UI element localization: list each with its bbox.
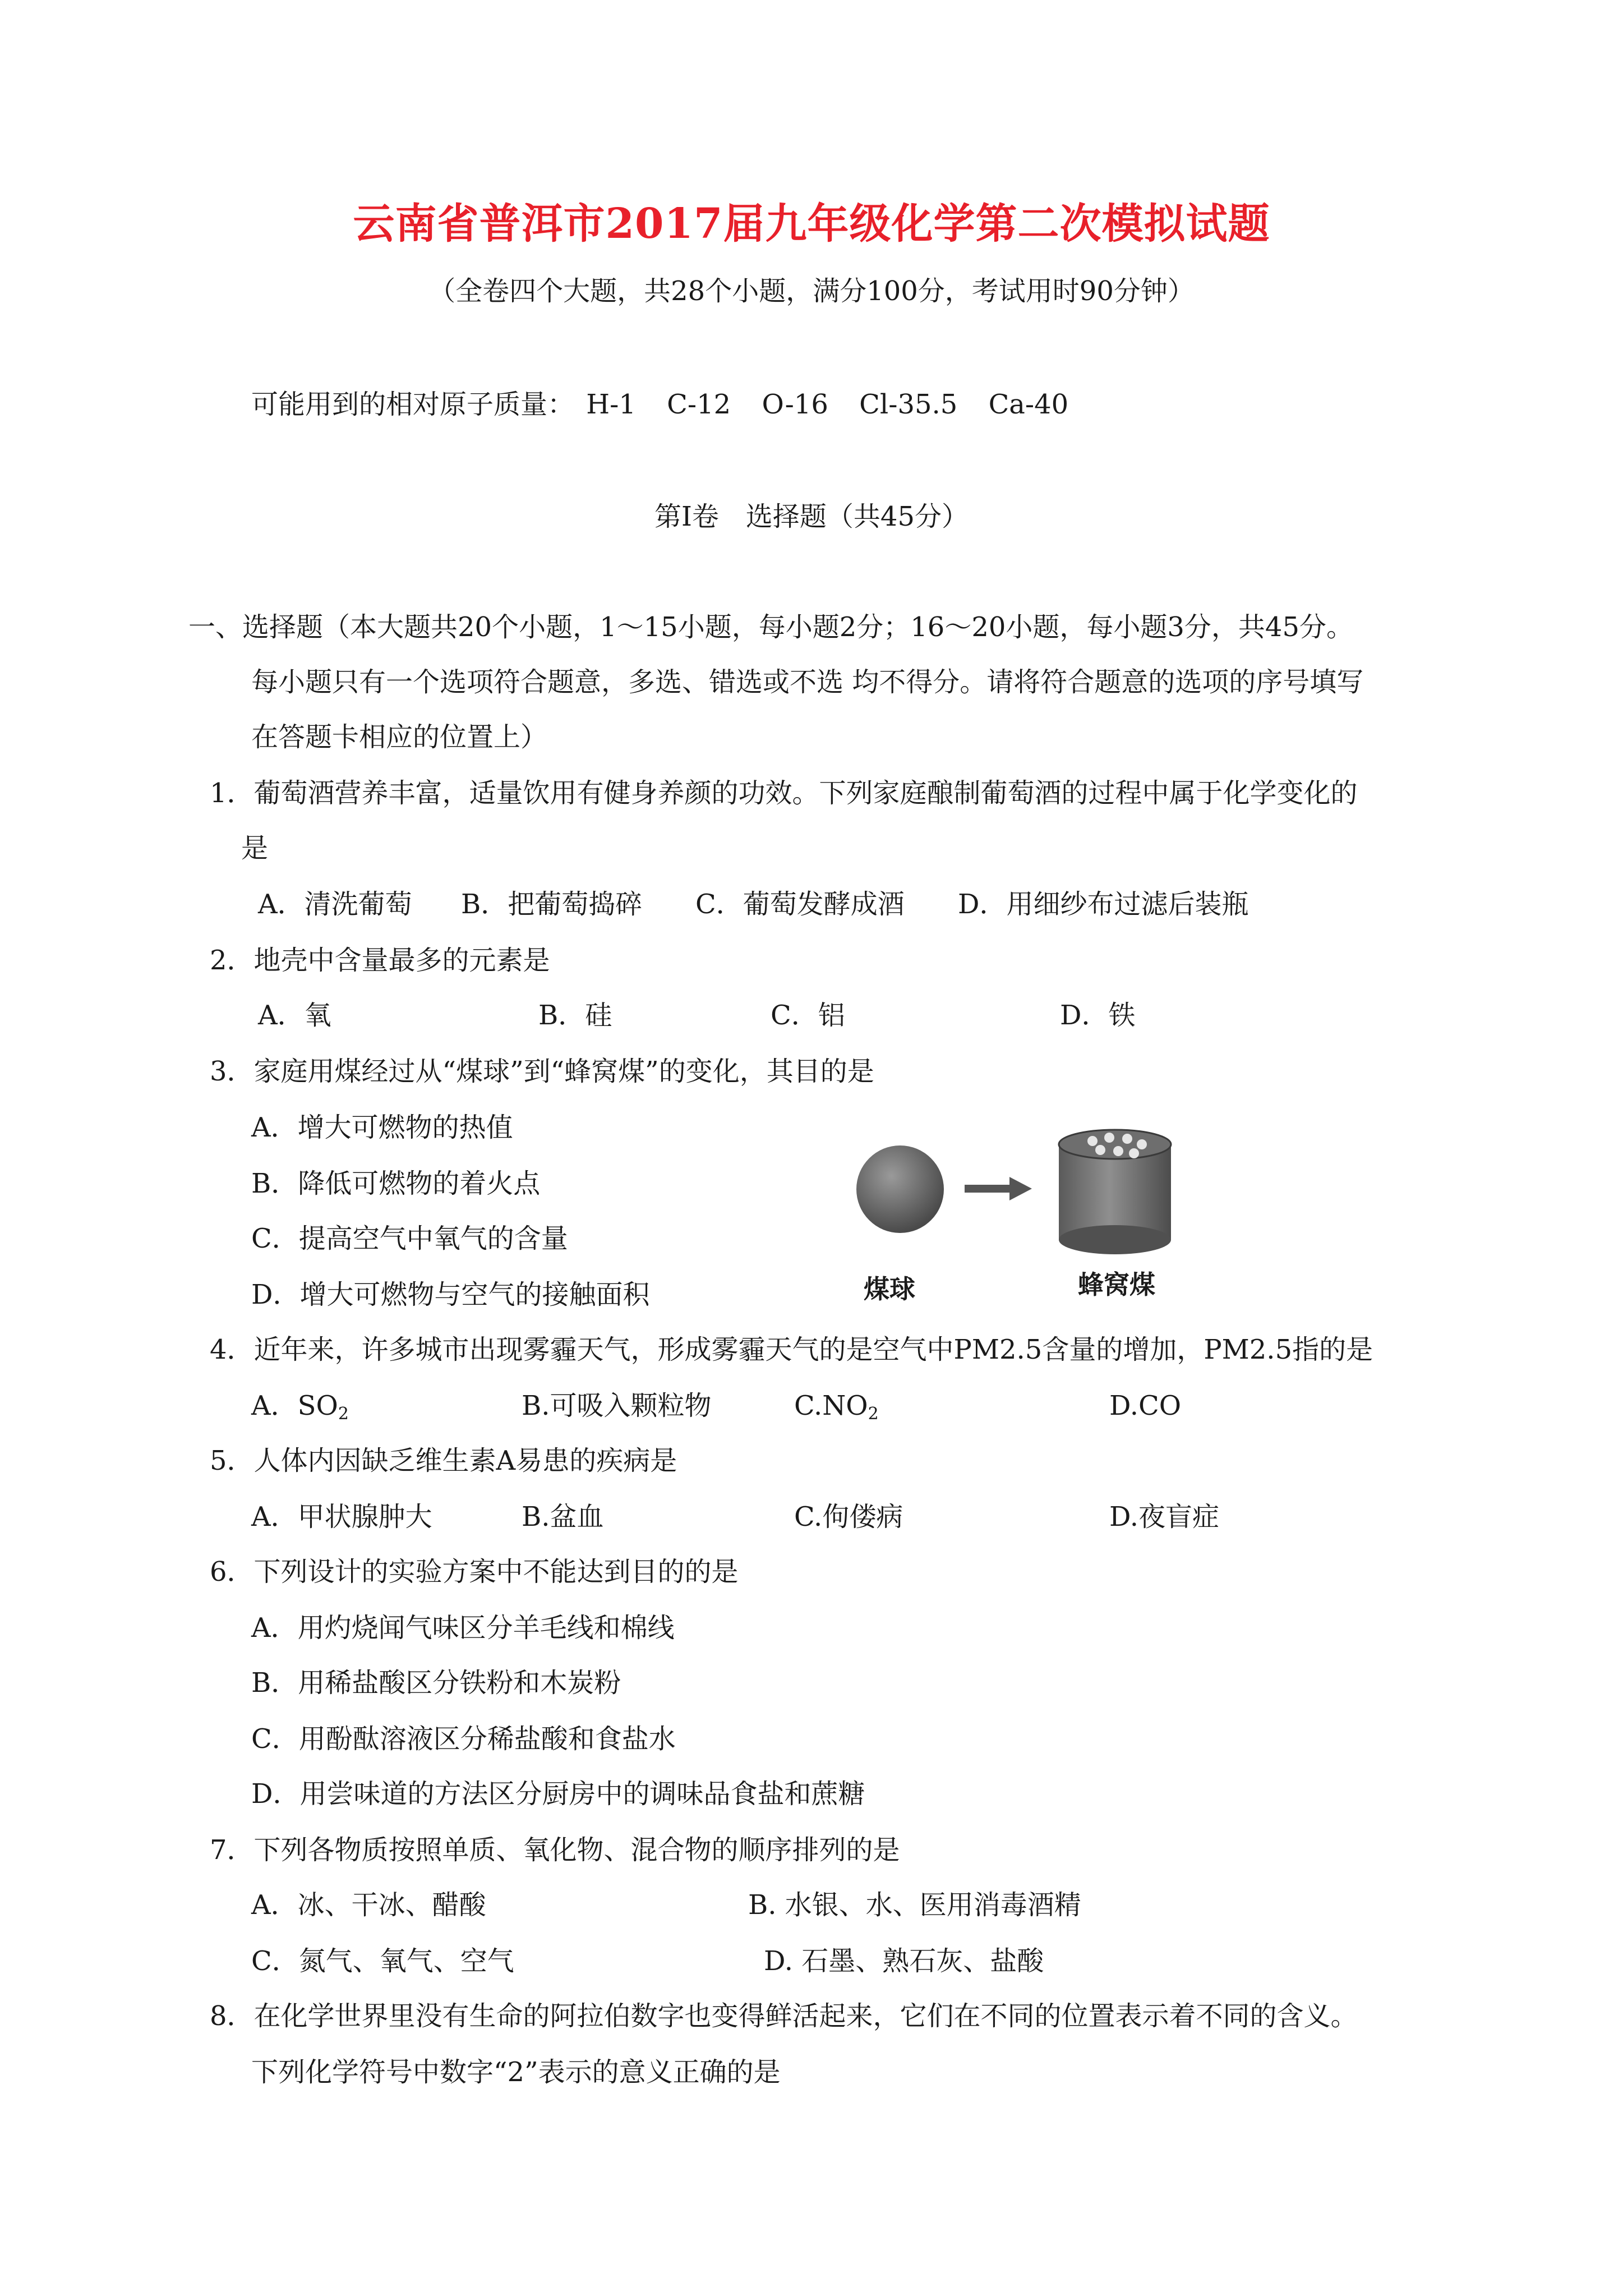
q3-option-d: D．增大可燃物与空气的接触面积 <box>251 1279 650 1310</box>
atomic-mass-ca: Ca-40 <box>988 389 1069 420</box>
q6-option-b: B．用稀盐酸区分铁粉和木炭粉 <box>251 1667 621 1699</box>
q2-option-d: D．铁 <box>1060 1000 1136 1031</box>
q3-option-b: B．降低可燃物的着火点 <box>251 1168 541 1199</box>
q6-option-d: D．用尝味道的方法区分厨房中的调味品食盐和蔗糖 <box>251 1778 865 1810</box>
page-subtitle: （全卷四个大题，共28个小题，满分100分，考试用时90分钟） <box>428 275 1195 307</box>
instructions-line-3: 在答题卡相应的位置上） <box>251 721 548 753</box>
coal-figure <box>847 1122 1206 1313</box>
q7-option-d: D. 石墨、熟石灰、盐酸 <box>764 1945 1044 1977</box>
q2-stem: 2．地壳中含量最多的元素是 <box>210 945 550 976</box>
q4-option-c-subscript: 2 <box>868 1404 879 1424</box>
q6-option-c: C．用酚酞溶液区分稀盐酸和食盐水 <box>251 1723 676 1755</box>
q2-option-a: A．氧 <box>258 1000 331 1031</box>
q4-option-b: B.可吸入颗粒物 <box>522 1390 712 1421</box>
q2-option-b: B．硅 <box>538 1000 612 1031</box>
q8-stem: 8．在化学世界里没有生命的阿拉伯数字也变得鲜活起来，它们在不同的位置表示着不同的含义。 <box>210 2000 1358 2032</box>
honeycomb-briquette-label: 蜂窝煤 <box>1078 1269 1155 1300</box>
q1-option-c: C．葡萄发酵成酒 <box>695 889 905 920</box>
q3-option-c: C．提高空气中氧气的含量 <box>251 1223 568 1254</box>
q2-option-c: C．铝 <box>771 1000 845 1031</box>
page-title: 云南省普洱市2017届九年级化学第二次模拟试题 <box>353 200 1270 248</box>
q1-option-d: D．用细纱布过滤后装瓶 <box>958 889 1249 920</box>
q1-option-a: A．清洗葡萄 <box>258 889 412 920</box>
q3-stem: 3．家庭用煤经过从“煤球”到“蜂窝煤”的变化，其目的是 <box>210 1056 874 1087</box>
q1-option-b: B．把葡萄捣碎 <box>461 889 643 920</box>
q6-stem: 6．下列设计的实验方案中不能达到目的的是 <box>210 1556 739 1588</box>
q6-option-a: A．用灼烧闻气味区分羊毛线和棉线 <box>251 1612 675 1644</box>
q4-option-c-text: C.NO <box>794 1390 868 1421</box>
coal-ball-label: 煤球 <box>864 1274 915 1304</box>
coal-ball-icon <box>856 1145 944 1233</box>
atomic-mass-cl: Cl-35.5 <box>859 389 958 420</box>
q7-option-a: A．冰、干冰、醋酸 <box>251 1889 486 1921</box>
q5-option-d: D.夜盲症 <box>1109 1501 1220 1533</box>
q7-option-b: B. 水银、水、医用消毒酒精 <box>748 1889 1081 1921</box>
coal-illustration <box>847 1122 1206 1257</box>
q4-option-c <box>794 1389 879 1431</box>
q1-stem-cont: 是 <box>241 832 269 864</box>
q5-option-b: B.盆血 <box>522 1501 604 1533</box>
q1-stem: 1．葡萄酒营养丰富，适量饮用有健身养颜的功效。下列家庭酿制葡萄酒的过程中属于化学变化的 <box>210 777 1358 809</box>
atomic-mass-h: H-1 <box>586 389 636 420</box>
q5-option-a: A．甲状腺肿大 <box>251 1501 432 1533</box>
atomic-mass-c: C-12 <box>667 389 731 420</box>
q4-stem: 4．近年来，许多城市出现雾霾天气，形成雾霾天气的是空气中PM2.5含量的增加，PM2.5指的是 <box>210 1334 1373 1365</box>
q8-stem-cont: 下列化学符号中数字“2”表示的意义正确的是 <box>251 2056 781 2088</box>
section-heading: 第Ⅰ卷 选择题（共45分） <box>654 501 969 532</box>
q5-stem: 5．人体内因缺乏维生素A易患的疾病是 <box>210 1445 677 1476</box>
q7-option-c: C．氮气、氧气、空气 <box>251 1945 514 1977</box>
instructions-line-2: 每小题只有一个选项符合题意，多选、错选或不选 均不得分。请将符合题意的选项的序号填写 <box>251 666 1364 698</box>
q4-option-a-subscript: 2 <box>338 1404 349 1424</box>
q4-option-d: D.CO <box>1109 1390 1182 1421</box>
q3-option-a: A．增大可燃物的热值 <box>251 1112 513 1143</box>
q4-option-a <box>251 1389 349 1431</box>
arrow-right-icon <box>965 1177 1032 1200</box>
atomic-masses-label: 可能用到的相对原子质量： <box>251 389 575 420</box>
instructions-line-1: 一、选择题（本大题共20个小题，1～15小题，每小题2分；16～20小题，每小题3分，共45分。 <box>188 611 1354 643</box>
q4-option-a-text: A．SO <box>251 1390 338 1421</box>
q7-stem: 7．下列各物质按照单质、氧化物、混合物的顺序排列的是 <box>210 1834 900 1866</box>
honeycomb-briquette-icon <box>1059 1130 1171 1254</box>
atomic-mass-o: O-16 <box>762 389 828 420</box>
q5-option-c: C.佝偻病 <box>794 1501 903 1533</box>
atomic-masses <box>251 383 1091 421</box>
